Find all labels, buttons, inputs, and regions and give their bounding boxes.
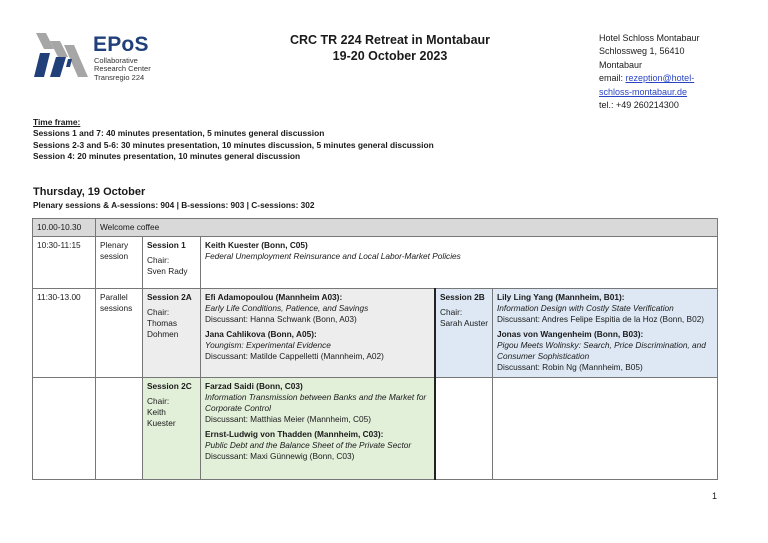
- row-time: 10:30-11:15: [37, 240, 81, 250]
- page-number: 1: [712, 491, 718, 501]
- talk-title: Early Life Conditions, Patience, and Savings: [205, 303, 369, 313]
- chair-label: Chair:: [440, 307, 463, 317]
- speaker: Farzad Saidi (Bonn, C03): [205, 381, 303, 391]
- row-time: 11:30-13.00: [37, 292, 81, 302]
- session-label: Session 1: [147, 240, 186, 250]
- discussant: Discussant: Andres Felipe Espitia de la Hoz (Bonn, B02): [497, 314, 705, 324]
- hotel-city: Montabaur: [599, 59, 643, 70]
- session-type: Parallel sessions: [100, 292, 133, 313]
- document-title: [260, 32, 520, 64]
- session-2b-talks: [493, 289, 717, 376]
- speaker: Lily Ling Yang (Mannheim, B01):: [497, 292, 625, 302]
- room-assignments: Plenary sessions & A-sessions: 904 | B-sessions: 903 | C-sessions: 302: [33, 200, 315, 210]
- session-2c-info: [143, 378, 200, 432]
- epos-logo: [34, 33, 154, 83]
- discussant: Discussant: Hanna Schwank (Bonn, A03): [205, 314, 357, 324]
- logo-title: EPoS: [93, 33, 149, 56]
- title-line-2: 19-20 October 2023: [332, 49, 448, 63]
- hotel-street: Schlossweg 1, 56410: [599, 46, 685, 57]
- discussant: Discussant: Matthias Meier (Mannheim, C05): [205, 414, 371, 424]
- chair-label: Chair:: [147, 396, 170, 406]
- speaker: Ernst-Ludwig von Thadden (Mannheim, C03):: [205, 429, 384, 439]
- discussant: Discussant: Maxi Günnewig (Bonn, C03): [205, 451, 355, 461]
- session-1-info: [143, 237, 200, 280]
- day-heading: Thursday, 19 October: [33, 186, 146, 198]
- discussant: Discussant: Matilde Cappelletti (Mannheim, A02): [205, 351, 384, 361]
- speaker: Jana Cahlikova (Bonn, A05):: [205, 329, 317, 339]
- session-2b-info: [436, 289, 492, 332]
- row-time: 10.00-10.30: [37, 222, 82, 232]
- talk-title: Public Debt and the Balance Sheet of the Private Sector: [205, 440, 412, 450]
- hotel-email-link[interactable]: rezeption@hotel-: [625, 73, 695, 84]
- session-label: Session 2C: [147, 381, 192, 391]
- time-frame-line: Sessions 2-3 and 5-6: 30 minutes presentation, 10 minutes discussion, 5 minutes general discussion: [33, 139, 434, 150]
- time-frame: [33, 117, 434, 163]
- session-label: Session 2A: [147, 292, 192, 302]
- discussant: Discussant: Robin Ng (Mannheim, B05): [497, 362, 643, 372]
- time-frame-line: Sessions 1 and 7: 40 minutes presentation, 5 minutes general discussion: [33, 128, 325, 139]
- title-line-1: CRC TR 224 Retreat in Montabaur: [289, 33, 491, 47]
- speaker: Keith Kuester (Bonn, C05): [205, 240, 308, 250]
- session-2c-talks: [201, 378, 434, 465]
- logo-subtitle: Collaborative Research Center Transregio 224: [94, 56, 151, 82]
- session-2a-info: [143, 289, 200, 343]
- chair-name: Keith Kuester: [147, 407, 176, 428]
- hotel-email-link-cont[interactable]: schloss-montabaur.de: [599, 86, 688, 97]
- chair-label: Chair:: [147, 255, 170, 265]
- hotel-address: [599, 32, 700, 112]
- hotel-email-row: email: rezeption@hotel-: [599, 73, 695, 84]
- session-1-talks: [201, 237, 701, 265]
- chair-name: Thomas Dohmen: [147, 318, 179, 339]
- time-frame-line: Session 4: 20 minutes presentation, 10 minutes general discussion: [33, 151, 301, 162]
- hotel-name: Hotel Schloss Montabaur: [599, 33, 700, 43]
- epos-logo-mark-icon: [34, 33, 92, 81]
- welcome-coffee: Welcome coffee: [100, 222, 160, 232]
- speaker: Jonas von Wangenheim (Bonn, B03):: [497, 329, 644, 339]
- talk-title: Federal Unemployment Reinsurance and Local Labor-Market Policies: [205, 251, 461, 261]
- talk-title: Pigou Meets Wolinsky: Search, Price Discrimination, and Consumer Sophistication: [497, 340, 706, 361]
- session-label: Session 2B: [440, 292, 485, 302]
- session-2a-talks: [201, 289, 434, 365]
- chair-name: Sarah Auster: [440, 318, 488, 328]
- chair-label: Chair:: [147, 307, 170, 317]
- chair-name: Sven Rady: [147, 266, 188, 276]
- time-frame-heading: Time frame:: [33, 117, 81, 127]
- talk-title: Information Design with Costly State Verification: [497, 303, 674, 313]
- session-type: Plenary session: [100, 240, 129, 261]
- hotel-tel: tel.: +49 260214300: [599, 100, 679, 111]
- talk-title: Information Transmission between Banks and the Market for Corporate Control: [205, 392, 427, 413]
- talk-title: Youngism: Experimental Evidence: [205, 340, 331, 350]
- speaker: Efi Adamopoulou (Mannheim A03):: [205, 292, 343, 302]
